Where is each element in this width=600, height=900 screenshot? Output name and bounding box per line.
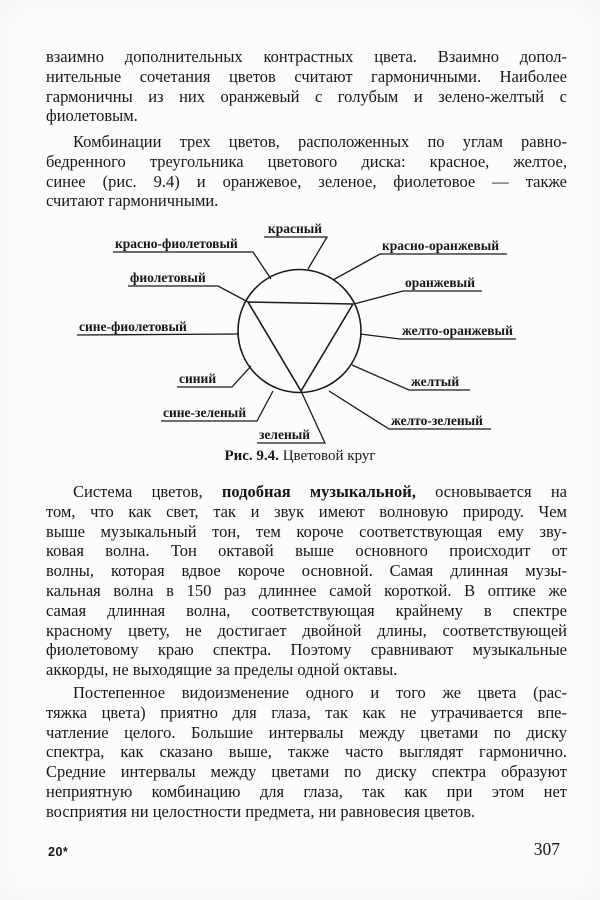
figure-caption-number: Рис. 9.4. <box>224 448 279 464</box>
figure-caption <box>0 448 600 465</box>
text-line: нительные сочетания цветов считают гармоничными. Наиболее <box>46 66 567 86</box>
text-line: волны, которая вдвое короче основной. Самая длинная музы- <box>46 561 567 581</box>
figure-label-yellow: желтый <box>411 374 460 389</box>
figure-label-blue-green: сине-зеленый <box>163 405 247 420</box>
text-line: синее (рис. 9.4) и оранжевое, зеленое, фиолетовое — также <box>46 171 567 191</box>
text-line: считают гармоничными. <box>46 191 219 211</box>
text-line: ковая волна. Тон октавой выше основного происходит от <box>46 541 567 561</box>
color-triangle <box>248 302 353 391</box>
figure-label-red-violet: красно-фиолетовый <box>115 236 238 251</box>
figure-label-yellow-green: желто-зеленый <box>391 413 483 428</box>
text-line: Постепенное видоизменение одного и того же цвета (рас- <box>73 683 567 702</box>
figure-label-orange: оранжевый <box>405 275 475 290</box>
text-line: взаимно дополнительных контрастных цвета. Взаимно допол- <box>46 47 567 66</box>
text-line: тяжка цвета) приятно для глаза, так как не утрачивается впе- <box>46 702 567 722</box>
figure-label-red: красный <box>267 221 323 236</box>
figure-color-wheel <box>0 214 600 448</box>
figure-label-yellow-orange: желто-оранжевый <box>402 323 513 338</box>
text-line: восприятия ни целостности предмета, ни равновесия цветов. <box>46 801 476 821</box>
text-line: чатление целого. Большие интервалы между цветами по диску <box>46 722 567 742</box>
text-line: Система цветов, подобная музыкальной, основывается на <box>73 482 568 501</box>
text-line: самая длинная волна, соответствующая крайнему в спектре <box>46 600 567 620</box>
text-line: Комбинации трех цветов, расположенных по углам равно- <box>73 132 567 151</box>
figure-label-red-orange: красно-оранжевый <box>382 238 500 253</box>
color-wheel-circle <box>238 270 361 393</box>
text-line: Средние интервалы между цветами по диску спектра образуют <box>46 762 567 782</box>
text-line: гармоничны из них оранжевый с голубым и зелено-желтый с <box>46 86 567 106</box>
figure-caption-title: Цветовой круг <box>278 448 376 464</box>
leader-line-red <box>264 237 327 269</box>
text-line: аккорды, не выходящие за пределы одной октавы. <box>46 660 398 680</box>
text-line: красному цвету, не достигает двойной длины, соответствующей <box>46 620 567 640</box>
figure-label-green: зеленый <box>259 427 311 442</box>
text-line: фиолетовому краю спектра. Поэтому сравнивают музыкальные <box>46 640 567 660</box>
leader-line-violet <box>128 286 248 302</box>
paragraph <box>46 482 567 680</box>
figure-label-blue-violet: сине-фиолетовый <box>79 319 187 334</box>
paragraph <box>46 132 567 211</box>
text-line: фиолетовым. <box>46 106 138 126</box>
text-line: бедренного треугольника цветового диска: красное, желтое, <box>46 151 567 171</box>
text-line: спектра, как сказано выше, также часто выглядят гармонично. <box>46 742 567 762</box>
paragraph <box>46 683 567 822</box>
leader-line-blue-violet <box>77 334 239 335</box>
text-line: том, что как свет, так и звук имеют волновую природу. Чем <box>46 501 567 521</box>
text-line: кальная волна в 150 раз длиннее самой короткой. В оптике же <box>46 580 567 600</box>
paragraph <box>46 47 567 126</box>
figure-label-violet: фиолетовый <box>130 270 206 285</box>
leader-line-orange <box>354 291 482 304</box>
signature-mark: 20* <box>48 845 69 859</box>
text-line: неприятную комбинацию для глаза, так как при этом нет <box>46 781 567 801</box>
figure-label-blue: синий <box>179 371 217 386</box>
text-line: выше музыкальный тон, тем короче соответствующая ему зву- <box>46 521 567 541</box>
page-number: 307 <box>533 839 560 859</box>
